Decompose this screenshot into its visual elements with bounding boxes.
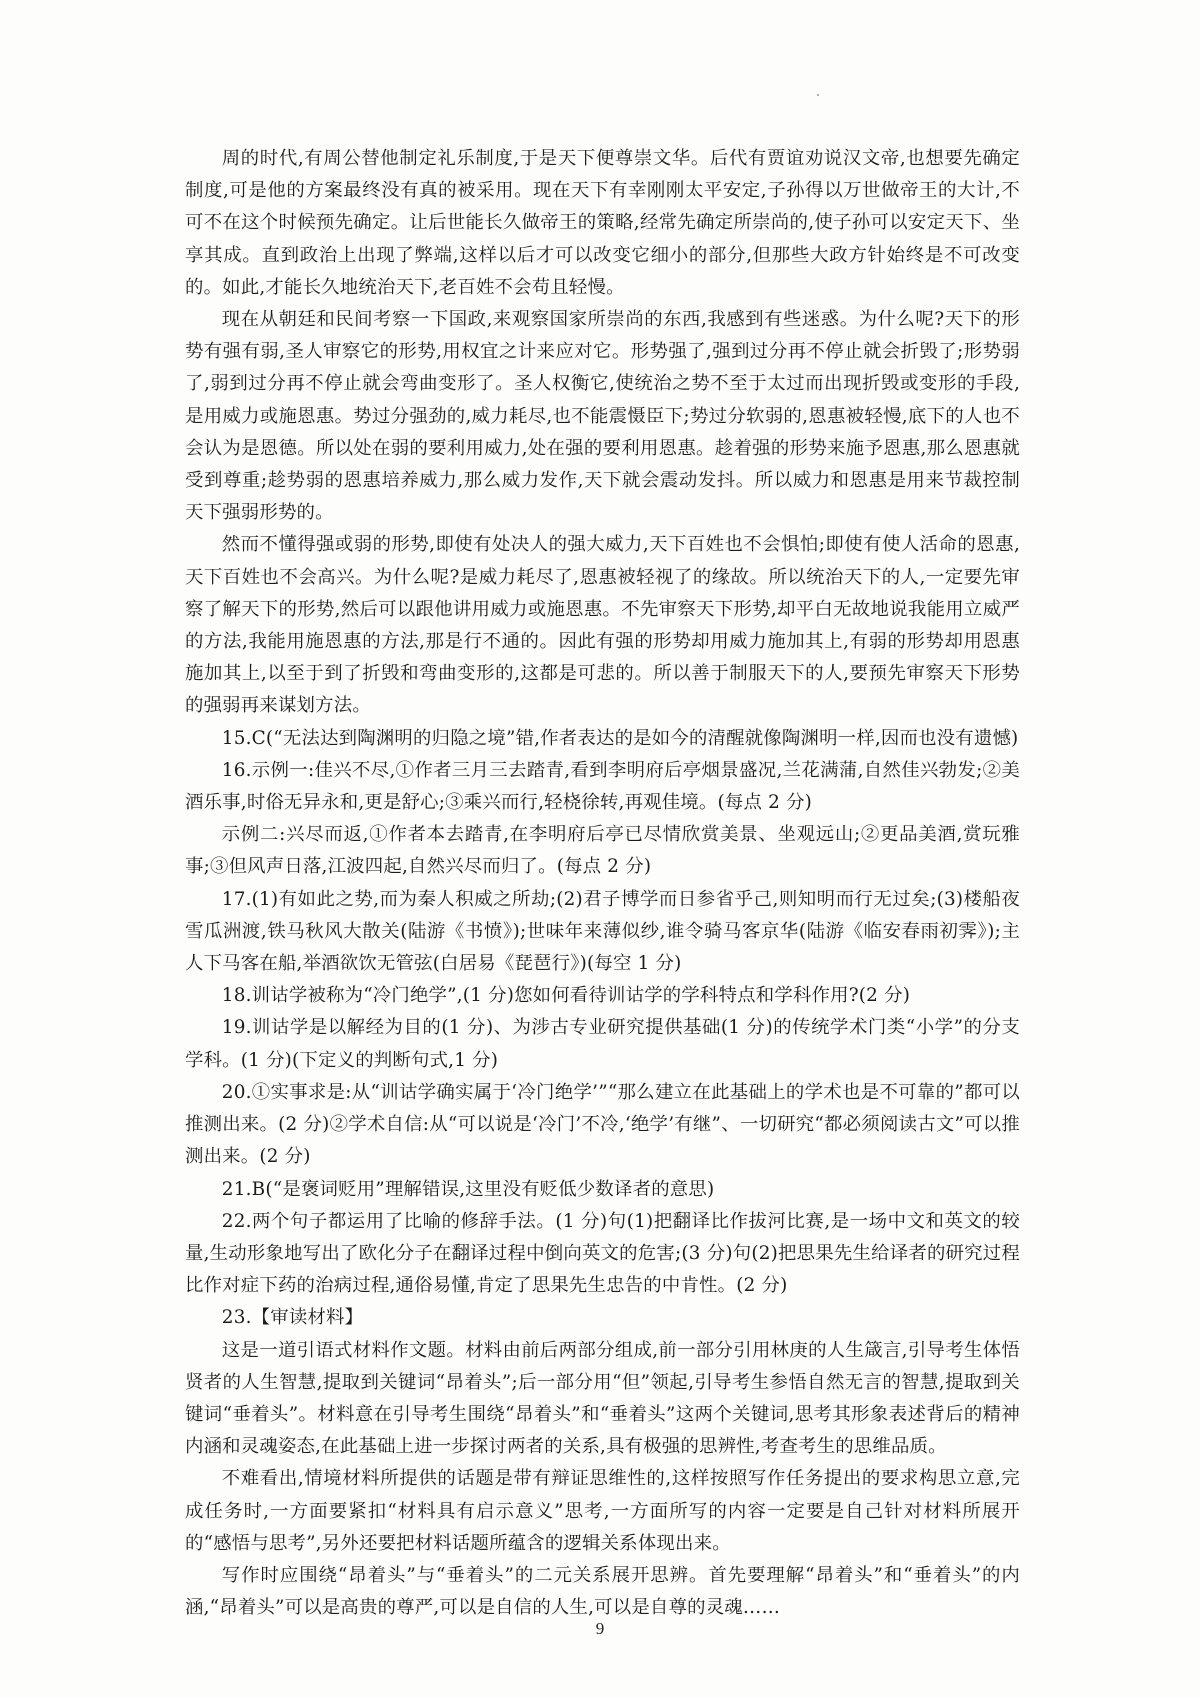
answer-23-analysis-3: 写作时应围绕“昂着头”与“垂着头”的二元关系展开思辨。首先要理解“昂着头”和“垂着头”的内涵,“昂着头”可以是高贵的尊严,可以是自信的人生,可以是自尊的灵魂…… [185,1564,1020,1619]
answer-23-analysis-2: 不难看出,情境材料所提供的话题是带有辩证思维性的,这样按照写作任务提出的要求构思立意,完成任务时,一方面要紧扣“材料具有启示意义”思考,一方面所写的内容一定要是自己针对材料所展开的“感悟与思考”,另外还要把材料话题所蕴含的逻辑关系体现出来。 [185,1468,1020,1554]
answer-23-heading: 23.【审读材料】 [221,1307,364,1329]
answer-16-example-2: 示例二:兴尽而返,①作者本去踏青,在李明府后亭已尽情欣赏美景、坐观远山;②更品美酒,赏玩雅事;③但风声日落,江波四起,自然兴尽而归了。(每点 2 分) [185,824,1020,878]
answer-17: 17.(1)有如此之势,而为秦人积威之所劫;(2)君子博学而日参省乎己,则知明而行无过矣;(3)楼船夜雪瓜洲渡,铁马秋风大散关(陆游《书愤》);世味年来薄似纱,谁令骑马客京华(陆游《临安春雨初霁》);主人下马客在船,举酒欲饮无管弦(白居易《琵琶行》)(每空 1 分) [185,888,1020,975]
document-body [185,143,1020,1624]
answer-16-example-1: 16.示例一:佳兴不尽,①作者三月三去踏青,看到李明府后亭烟景盛况,兰花满蒲,自然佳兴勃发;②美酒乐事,时俗无异永和,更是舒心;③乘兴而行,轻桡徐转,再观佳境。(每点 2 分) [185,759,1020,814]
answer-22: 22.两个句子都运用了比喻的修辞手法。(1 分)句(1)把翻译比作拔河比赛,是一场中文和英文的较量,生动形象地写出了欧化分子在翻译过程中倒向英文的危害;(3 分)句(2)把思果先生给译者的研究过程比作对症下药的治病过程,通俗易懂,肯定了思果先生忠告的中肯性。(2 分) [185,1210,1020,1297]
answer-21: 21.B(“是褒词贬用”理解错误,这里没有贬低少数译者的意思) [221,1178,715,1200]
page-number: 9 [595,1619,605,1638]
answer-23-analysis-1: 这是一道引语式材料作文题。材料由前后两部分组成,前一部分引用林庚的人生箴言,引导考生体悟贤者的人生智慧,提取到关键词“昂着头”;后一部分用“但”领起,引导考生参悟自然无言的智慧,提取到关键词“垂着头”。材料意在引导考生围绕“昂着头”和“垂着头”这两个关键词,思考其形象表述背后的精神内涵和灵魂姿态,在此基础上进一步探讨两者的关系,具有极强的思辨性,考查考生的思维品质。 [185,1339,1020,1458]
answer-20: 20.①实事求是:从“训诂学确实属于‘冷门绝学’”“那么建立在此基础上的学术也是不可靠的”都可以推测出来。(2 分)②学术自信:从“可以说是‘冷门’不冷,‘绝学’有继”、一切研究“都必须阅读古文”可以推测出来。(2 分) [185,1081,1020,1168]
answer-18: 18.训诂学被称为“冷门绝学”,(1 分)您如何看待训诂学的学科特点和学科作用?(2 分) [221,985,911,1007]
paragraph-translation-1: 周的时代,有周公替他制定礼乐制度,于是天下便尊崇文华。后代有贾谊劝说汉文帝,也想要先确定制度,可是他的方案最终没有真的被采用。现在天下有幸刚刚太平安定,子孙得以万世做帝王的大计,不可不在这个时候预先确定。让后世能长久做帝王的策略,经常先确定所崇尚的,使子孙可以安定天下、坐享其成。直到政治上出现了弊端,这样以后才可以改变它细小的部分,但那些大政方针始终是不可改变的。如此,才能长久地统治天下,老百姓不会苟且轻慢。 [185,148,1020,298]
answer-15: 15.C(“无法达到陶渊明的归隐之境”错,作者表达的是如今的清醒就像陶渊明一样,因而也没有遗憾) [221,727,1019,749]
paragraph-translation-3: 然而不懂得强或弱的形势,即使有处决人的强大威力,天下百姓也不会惧怕;即使有使人活命的恩惠,天下百姓也不会高兴。为什么呢?是威力耗尽了,恩惠被轻视了的缘故。所以统治天下的人,一定要先审察了解天下的形势,然后可以跟他讲用威力或施恩惠。不先审察天下形势,却平白无故地说我能用立威严的方法,我能用施恩惠的方法,那是行不通的。因此有强的形势却用威力施加其上,有弱的形势却用恩惠施加其上,以至于到了折毁和弯曲变形的,这都是可悲的。所以善于制服天下的人,要预先审察天下形势的强弱再来谋划方法。 [185,534,1020,717]
scan-speck [817,94,819,96]
answer-19: 19.训诂学是以解经为目的(1 分)、为涉古专业研究提供基础(1 分)的传统学术门类“小学”的分支学科。(1 分)(下定义的判断句式,1 分) [185,1017,1020,1071]
paragraph-translation-2: 现在从朝廷和民间考察一下国政,来观察国家所崇尚的东西,我感到有些迷惑。为什么呢?天下的形势有强有弱,圣人审察它的形势,用权宜之计来应对它。形势强了,强到过分再不停止就会折毁了;形势弱了,弱到过分再不停止就会弯曲变形了。圣人权衡它,使统治之势不至于太过而出现折毁或变形的手段,是用威力或施恩惠。势过分强劲的,威力耗尽,也不能震慑臣下;势过分软弱的,恩惠被轻慢,底下的人也不会认为是恩德。所以处在弱的要利用威力,处在强的要利用恩惠。趁着强的形势来施予恩惠,那么恩惠就受到尊重;趁势弱的恩惠培养威力,那么威力发作,天下就会震动发抖。所以威力和恩惠是用来节裁控制天下强弱形势的。 [185,309,1020,524]
